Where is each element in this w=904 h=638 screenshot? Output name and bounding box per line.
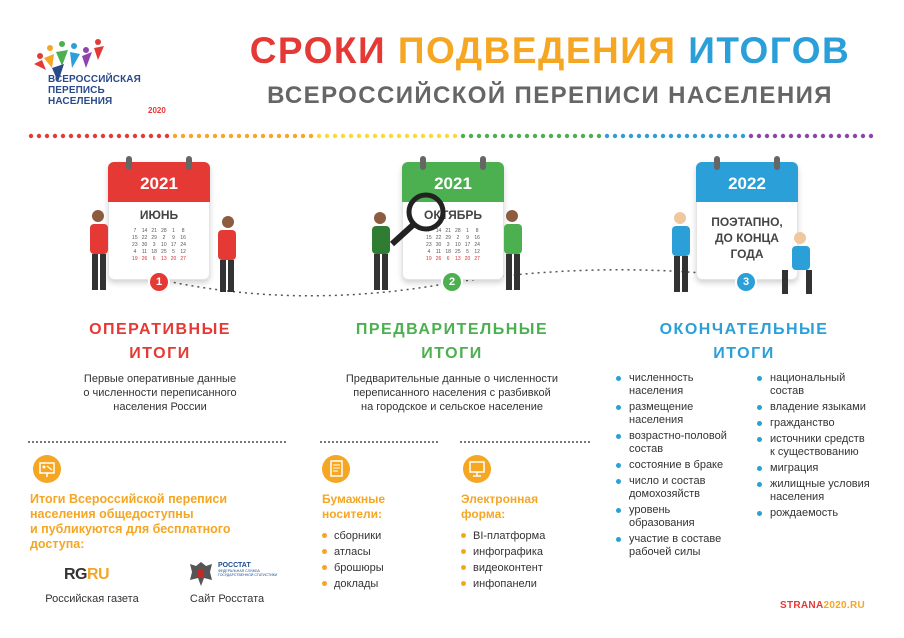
divider-dot [61, 134, 65, 138]
divider-dot [541, 134, 545, 138]
calendar-day: 3 [152, 242, 156, 248]
divider-dot [605, 134, 609, 138]
stage-1-title [40, 318, 280, 366]
calendar-year: 2021 [402, 162, 504, 202]
divider-dot [749, 134, 753, 138]
description-line: Предварительные данные о численности [345, 373, 559, 385]
divider-dot [117, 134, 121, 138]
divider-dot [861, 134, 865, 138]
topic-line: к существованию [770, 446, 859, 458]
topic-item [615, 504, 750, 530]
divider-dot [821, 134, 825, 138]
divider-dot [741, 134, 745, 138]
divider-dot [797, 134, 801, 138]
divider-dot [813, 134, 817, 138]
divider-dot [245, 134, 249, 138]
stage-number-badge: 3 [737, 273, 755, 291]
topic-line: домохозяйств [629, 488, 700, 500]
divider-dot [685, 134, 689, 138]
site-accent: STRANA [780, 600, 824, 611]
divider-dot [381, 134, 385, 138]
title-word-2: ПОДВЕДЕНИЯ [397, 30, 677, 71]
heading-line: Электронная [461, 492, 539, 506]
heading-line: носители: [322, 507, 383, 521]
calendar-day: 18 [151, 249, 157, 255]
topic-line: жилищные условия [770, 478, 870, 490]
divider-dot [173, 134, 177, 138]
calendar-year: 2022 [696, 162, 798, 202]
topic-line: гражданство [770, 417, 835, 429]
calendar-day: 9 [466, 235, 469, 241]
calendar-day: 26 [435, 256, 442, 262]
divider-dot [445, 134, 449, 138]
topic-item [615, 401, 750, 427]
divider-dot [781, 134, 785, 138]
divider-dot [757, 134, 761, 138]
calendar-day: 4 [427, 249, 431, 255]
divider-dot [133, 134, 137, 138]
stage-title-line: ИТОГИ [421, 345, 483, 362]
calendar-day: 4 [133, 249, 137, 255]
stage-2-description [322, 372, 582, 414]
divider-dot [101, 134, 105, 138]
divider-dot [573, 134, 577, 138]
topic-line: участие в составе [629, 533, 722, 545]
publication-line: и публикуются для бесплатного [30, 522, 231, 536]
divider-dot [93, 134, 97, 138]
calendar-day: 25 [161, 249, 167, 255]
list-item: сборники [320, 528, 384, 544]
calendar-day: 22 [435, 235, 442, 241]
presentation-icon [33, 455, 61, 483]
list-item: атласы [320, 544, 384, 560]
calendar-day: 19 [426, 256, 432, 262]
calendar-day: 2 [162, 235, 166, 241]
calendar-day: 12 [474, 249, 480, 255]
divider-dot [469, 134, 473, 138]
description-line: населения России [113, 401, 207, 413]
calendar-day: 21 [445, 228, 451, 234]
calendar-day: 16 [180, 235, 186, 241]
people-illustration-2 [366, 188, 536, 298]
calendar-day: 29 [445, 235, 451, 241]
divider-dot [453, 134, 457, 138]
calendar-day: 17 [170, 242, 177, 248]
divider-dot [325, 134, 329, 138]
logo-line-3: НАСЕЛЕНИЯ [48, 96, 113, 107]
description-line: о численности переписанного [83, 387, 237, 399]
divider-dot [357, 134, 361, 138]
divider-dot [789, 134, 793, 138]
final-note-line: ГОДА [730, 247, 764, 261]
topic-item [756, 417, 886, 430]
stage-number-badge: 1 [150, 273, 168, 291]
divider-dot [237, 134, 241, 138]
divider-dot [429, 134, 433, 138]
page-subtitle: ВСЕРОССИЙСКОЙ ПЕРЕПИСИ НАСЕЛЕНИЯ [267, 82, 833, 109]
divider-dot [189, 134, 193, 138]
calendar-day: 6 [446, 256, 450, 262]
rosstat-logo[interactable] [188, 560, 278, 588]
divider-dot [477, 134, 481, 138]
stage-title-line: ОПЕРАТИВНЫЕ [89, 321, 231, 338]
census-logo [28, 38, 178, 118]
divider-dot [509, 134, 513, 138]
divider-dot [141, 134, 145, 138]
divider-dot [493, 134, 497, 138]
divider-dot [869, 134, 873, 138]
topic-line: возрастно-половой [629, 430, 727, 442]
divider-dot [765, 134, 769, 138]
divider-dot [637, 134, 641, 138]
calendar-day: 7 [133, 228, 137, 234]
calendar-day: 24 [474, 242, 480, 248]
calendar-day: 15 [132, 235, 138, 241]
topic-item [615, 372, 750, 398]
rainbow-dot-divider [28, 131, 876, 141]
stage-number-badge: 2 [443, 273, 461, 291]
calendar-day: 28 [161, 228, 167, 234]
publication-line: Итоги Всероссийской переписи [30, 492, 228, 506]
people-illustration-1 [80, 208, 240, 298]
topic-line: населения [629, 414, 684, 426]
stage-title-line: ОКОНЧАТЕЛЬНЫЕ [659, 321, 829, 338]
publication-line: населения общедоступны [30, 507, 194, 521]
divider-dot [373, 134, 377, 138]
topic-item [615, 430, 750, 456]
calendar-day: 5 [466, 249, 469, 255]
dashed-separator [320, 440, 440, 444]
divider-dot [85, 134, 89, 138]
calendar-day: 14 [141, 228, 148, 234]
divider-dot [669, 134, 673, 138]
divider-dot [341, 134, 345, 138]
divider-dot [557, 134, 561, 138]
divider-dot [525, 134, 529, 138]
topic-item [756, 401, 886, 414]
topic-item [615, 533, 750, 559]
topic-line: населения [629, 385, 684, 397]
divider-dot [37, 134, 41, 138]
calendar-day: 10 [161, 242, 167, 248]
calendar-day: 8 [475, 228, 479, 234]
divider-dot [693, 134, 697, 138]
calendar-day: 17 [464, 242, 471, 248]
divider-dot [405, 134, 409, 138]
heading-line: Бумажные [322, 492, 386, 506]
divider-dot [301, 134, 305, 138]
divider-dot [717, 134, 721, 138]
divider-dot [597, 134, 601, 138]
calendar-day: 27 [180, 256, 186, 262]
topic-item [756, 507, 886, 520]
topic-line: состояние в браке [629, 459, 724, 471]
monitor-icon [463, 455, 491, 483]
divider-dot [261, 134, 265, 138]
description-line: переписанного населения с разбивкой [353, 387, 551, 399]
divider-dot [45, 134, 49, 138]
rg-logo[interactable] [64, 566, 109, 584]
divider-dot [629, 134, 633, 138]
calendar-day: 16 [474, 235, 480, 241]
calendar-day: 6 [152, 256, 156, 262]
calendar-day: 10 [455, 242, 461, 248]
divider-dot [349, 134, 353, 138]
calendar-day: 8 [181, 228, 185, 234]
divider-dot [677, 134, 681, 138]
calendar-day: 7 [427, 228, 431, 234]
calendar-day: 2 [456, 235, 460, 241]
topic-item [615, 459, 750, 472]
calendar-day: 5 [172, 249, 175, 255]
stage-2-title [322, 318, 582, 366]
calendar-day: 12 [180, 249, 186, 255]
calendar-month: ИЮНЬ [139, 208, 179, 222]
topic-line: населения [770, 491, 825, 503]
divider-dot [269, 134, 273, 138]
divider-dot [805, 134, 809, 138]
divider-dot [277, 134, 281, 138]
divider-dot [53, 134, 57, 138]
topic-line: национальный [770, 372, 846, 384]
divider-dot [461, 134, 465, 138]
calendar-day: 13 [455, 256, 461, 262]
divider-dot [421, 134, 425, 138]
rg-logo-text: RG [64, 566, 87, 583]
paper-media-list [320, 528, 384, 592]
divider-dot [653, 134, 657, 138]
calendar-day: 21 [151, 228, 157, 234]
topic-line: источники средств [770, 433, 865, 445]
divider-dot [829, 134, 833, 138]
people-illustration-3 [654, 210, 834, 300]
calendar-day: 13 [161, 256, 167, 262]
topic-line: владение языками [770, 401, 866, 413]
divider-dot [205, 134, 209, 138]
divider-dot [413, 134, 417, 138]
topic-line: рабочей силы [629, 546, 701, 558]
divider-dot [125, 134, 129, 138]
list-item: брошюры [320, 560, 384, 576]
final-topics-column-2 [756, 372, 886, 523]
site-link[interactable] [780, 600, 865, 611]
topic-item [615, 475, 750, 501]
divider-dot [701, 134, 705, 138]
logo-line-1: ВСЕРОССИЙСКАЯ [48, 74, 141, 85]
topic-line: рождаемость [770, 507, 839, 519]
topic-item [756, 462, 886, 475]
calendar-day: 30 [141, 242, 148, 248]
divider-dot [229, 134, 233, 138]
stage-title-line: ИТОГИ [129, 345, 191, 362]
calendar-day: 1 [466, 228, 469, 234]
divider-dot [581, 134, 585, 138]
divider-dot [109, 134, 113, 138]
list-item: доклады [320, 576, 384, 592]
title-word-3: ИТОГОВ [688, 30, 851, 71]
divider-dot [845, 134, 849, 138]
description-line: на городское и сельское население [361, 401, 543, 413]
final-topics-column-1 [615, 372, 750, 562]
coat-of-arms-icon [188, 560, 214, 588]
divider-dot [621, 134, 625, 138]
divider-dot [533, 134, 537, 138]
final-note-line: ПОЭТАПНО, [711, 215, 783, 229]
calendar-day: 23 [132, 242, 138, 248]
topic-line: миграция [770, 462, 819, 474]
divider-dot [661, 134, 665, 138]
calendar-day: 28 [455, 228, 461, 234]
calendar-day: 15 [426, 235, 432, 241]
rg-logo-accent: RU [87, 566, 110, 583]
logo-year-mark: 2020 [148, 106, 166, 115]
topic-line: размещение [629, 401, 694, 413]
divider-dot [645, 134, 649, 138]
rosstat-logo-text: РОССТАТ [218, 562, 251, 569]
calendar-day: 26 [141, 256, 148, 262]
divider-dot [149, 134, 153, 138]
site-rest: 2020.RU [823, 600, 866, 611]
page-title [220, 30, 880, 72]
calendar-day: 9 [172, 235, 175, 241]
calendar-day: 19 [132, 256, 138, 262]
divider-dot [29, 134, 33, 138]
calendar-month: ОКТЯБРЬ [423, 208, 482, 222]
divider-dot [501, 134, 505, 138]
calendar-day: 1 [172, 228, 175, 234]
heading-line: форма: [461, 507, 506, 521]
calendar-day: 24 [180, 242, 186, 248]
stage-title-line: ИТОГИ [713, 345, 775, 362]
divider-dot [437, 134, 441, 138]
stage-1-description [40, 372, 280, 414]
divider-dot [197, 134, 201, 138]
divider-dot [213, 134, 217, 138]
topic-line: состав [629, 443, 664, 455]
divider-dot [485, 134, 489, 138]
list-item: BI-платформа [459, 528, 545, 544]
divider-dot [725, 134, 729, 138]
divider-dot [181, 134, 185, 138]
calendar-day: 23 [426, 242, 432, 248]
divider-dot [773, 134, 777, 138]
list-item: инфографика [459, 544, 545, 560]
topic-item [756, 372, 886, 398]
calendar-day: 14 [435, 228, 442, 234]
divider-dot [389, 134, 393, 138]
list-item: инфопанели [459, 576, 545, 592]
calendar-day: 25 [455, 249, 461, 255]
divider-dot [365, 134, 369, 138]
description-line: Первые оперативные данные [83, 373, 237, 385]
electronic-form-list [459, 528, 545, 592]
divider-dot [293, 134, 297, 138]
logo-line-2: ПЕРЕПИСЬ [48, 85, 105, 96]
list-item: видеоконтент [459, 560, 545, 576]
calendar-day: 11 [435, 249, 442, 255]
calendar-year: 2021 [108, 162, 210, 202]
divider-dot [397, 134, 401, 138]
stage-3-title [624, 318, 864, 366]
divider-dot [77, 134, 81, 138]
divider-dot [157, 134, 161, 138]
divider-dot [517, 134, 521, 138]
dashed-separator [28, 440, 286, 444]
stage-title-line: ПРЕДВАРИТЕЛЬНЫЕ [355, 321, 549, 338]
divider-dot [309, 134, 313, 138]
electronic-form-heading [461, 492, 538, 522]
title-word-1: СРОКИ [249, 30, 387, 71]
document-icon [322, 455, 350, 483]
calendar-day: 29 [151, 235, 157, 241]
publication-note [30, 492, 270, 552]
final-note-line: ДО КОНЦА [715, 231, 779, 245]
calendar-day: 30 [435, 242, 442, 248]
divider-dot [285, 134, 289, 138]
divider-dot [589, 134, 593, 138]
divider-dot [565, 134, 569, 138]
calendar-day: 18 [445, 249, 451, 255]
divider-dot [837, 134, 841, 138]
calendar-day: 3 [446, 242, 450, 248]
topic-item [756, 433, 886, 459]
divider-dot [733, 134, 737, 138]
calendar-day: 11 [141, 249, 148, 255]
calendar-day: 20 [170, 256, 177, 262]
source-label-rg[interactable]: Российская газета [45, 593, 139, 605]
divider-dot [549, 134, 553, 138]
publication-line: доступа: [30, 537, 85, 551]
divider-dot [253, 134, 257, 138]
divider-dot [69, 134, 73, 138]
calendar-day: 27 [474, 256, 480, 262]
topic-line: численность [629, 372, 694, 384]
divider-dot [333, 134, 337, 138]
divider-dot [709, 134, 713, 138]
rosstat-logo-subtext: ФЕДЕРАЛЬНАЯ СЛУЖБА ГОСУДАРСТВЕННОЙ СТАТИСТИКИ [218, 569, 278, 577]
divider-dot [221, 134, 225, 138]
topic-item [756, 478, 886, 504]
topic-line: состав [770, 385, 805, 397]
source-label-rosstat[interactable]: Сайт Росстата [189, 593, 265, 605]
topic-line: число и состав [629, 475, 706, 487]
calendar-day: 20 [464, 256, 471, 262]
dashed-separator [460, 440, 590, 444]
topic-line: уровень [629, 504, 671, 516]
divider-dot [317, 134, 321, 138]
divider-dot [165, 134, 169, 138]
divider-dot [613, 134, 617, 138]
calendar-day: 22 [141, 235, 148, 241]
paper-media-heading [322, 492, 385, 522]
topic-line: образования [629, 517, 695, 529]
divider-dot [853, 134, 857, 138]
